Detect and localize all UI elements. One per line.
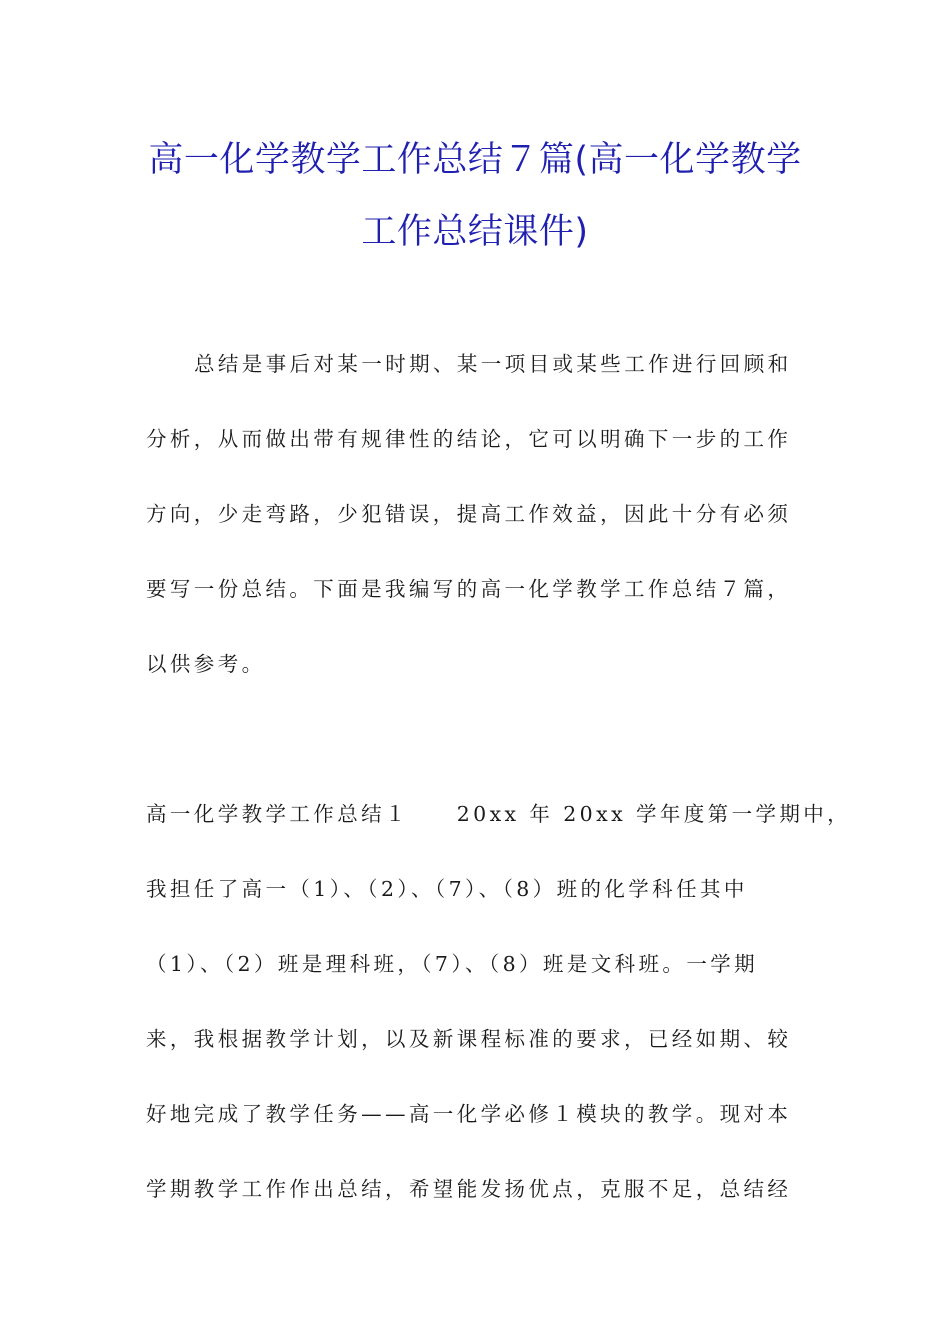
intro-line-5: 以供参考。: [146, 652, 266, 676]
section1-line-1: 高一化学教学工作总结１ 20xx 年 20xx 学年度第一学期中，: [146, 802, 852, 826]
section1-line-4: 来，我根据教学计划，以及新课程标准的要求，已经如期、较: [146, 1027, 792, 1051]
section1-line-2: 我担任了高一（1）、（2）、（7）、（8）班的化学科任其中: [146, 877, 748, 901]
document-title-line-1: 高一化学教学工作总结７篇(高一化学教学: [148, 140, 802, 180]
section1-line-6: 学期教学工作作出总结，希望能发扬优点，克服不足，总结经: [146, 1177, 792, 1201]
document-title-line-2: 工作总结课件): [361, 212, 589, 252]
intro-line-4: 要写一份总结。下面是我编写的高一化学教学工作总结７篇，: [146, 577, 792, 601]
section1-line-3: （1）、（2）班是理科班，（7）、（8）班是文科班。一学期: [146, 952, 759, 976]
section1-line-5: 好地完成了教学任务——高一化学必修１模块的教学。现对本: [146, 1102, 792, 1126]
intro-line-3: 方向，少走弯路，少犯错误，提高工作效益，因此十分有必须: [146, 502, 792, 526]
intro-line-2: 分析，从而做出带有规律性的结论，它可以明确下一步的工作: [146, 427, 792, 451]
intro-line-1: 总结是事后对某一时期、某一项目或某些工作进行回顾和: [194, 352, 792, 376]
